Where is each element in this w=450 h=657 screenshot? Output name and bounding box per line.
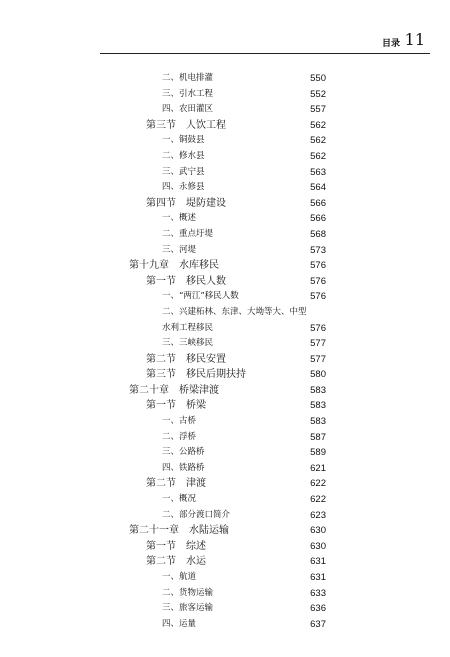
toc-entry xyxy=(0,133,450,149)
toc-entry xyxy=(0,461,450,477)
toc-entry-title: 第二节 移民安置 xyxy=(146,353,226,365)
toc-entry-title: 一、航道 xyxy=(162,572,197,582)
toc-entry-page: 550 xyxy=(310,73,326,84)
header-rule xyxy=(100,53,430,54)
toc-entry xyxy=(0,476,450,492)
toc-entry-page: 568 xyxy=(310,228,326,240)
running-header xyxy=(0,30,450,52)
toc-entry-title: 第一节 综述 xyxy=(146,540,206,552)
toc-entry-page: 583 xyxy=(310,416,326,428)
toc-entry xyxy=(0,305,450,321)
toc-entry-page: 564 xyxy=(310,182,326,194)
toc-entry-title: 二、机电排灌 xyxy=(162,73,214,83)
toc-entry-page: 583 xyxy=(310,384,326,396)
toc-entry-page: 562 xyxy=(310,119,326,131)
toc-entry xyxy=(0,243,450,259)
toc-entry-page: 631 xyxy=(310,572,326,583)
toc-entry xyxy=(0,398,450,414)
header-section-label: 目录 xyxy=(381,39,400,49)
table-of-contents xyxy=(0,71,450,632)
toc-entry-page: 576 xyxy=(310,275,326,287)
toc-entry-title: 三、公路桥 xyxy=(162,447,205,458)
toc-entry-title: 第三节 人饮工程 xyxy=(146,119,226,131)
toc-entry xyxy=(0,352,450,368)
toc-entry-title: 四、运量 xyxy=(162,618,197,629)
toc-entry-title: 四、永修县 xyxy=(162,182,205,193)
toc-entry-title: 二、重点圩堤 xyxy=(162,228,214,239)
toc-entry-title: 第四节 堤防建设 xyxy=(146,197,226,209)
toc-entry-page: 576 xyxy=(310,322,326,334)
toc-entry-page: 630 xyxy=(310,540,326,552)
toc-entry-title: 二、浮桥 xyxy=(162,431,197,442)
toc-entry xyxy=(0,196,450,212)
toc-entry xyxy=(0,289,450,305)
toc-entry xyxy=(0,180,450,196)
toc-entry xyxy=(0,71,450,87)
toc-entry-page: 576 xyxy=(310,291,326,303)
toc-entry xyxy=(0,414,450,430)
toc-entry-title: 一、“两江”移民人数 xyxy=(162,291,239,302)
toc-entry xyxy=(0,430,450,446)
toc-entry xyxy=(0,539,450,555)
toc-entry-title: 一、概况 xyxy=(162,494,197,505)
toc-entry xyxy=(0,445,450,461)
toc-entry-title: 三、旅客运输 xyxy=(162,603,214,614)
toc-entry-title: 四、农田灌区 xyxy=(162,104,214,115)
toc-entry xyxy=(0,336,450,352)
toc-entry-page: 552 xyxy=(310,88,326,100)
toc-entry-title: 第二节 津渡 xyxy=(146,478,206,490)
toc-entry-page: 587 xyxy=(310,431,326,443)
toc-entry-page: 583 xyxy=(310,400,326,412)
toc-entry-title: 二、货物运输 xyxy=(162,587,214,598)
toc-entry xyxy=(0,87,450,103)
toc-entry-page: 573 xyxy=(310,244,326,256)
toc-entry xyxy=(0,617,450,633)
toc-entry-page: 557 xyxy=(310,104,326,116)
toc-entry-page: 566 xyxy=(310,213,326,225)
toc-entry-page: 636 xyxy=(310,603,326,615)
toc-entry-page: 563 xyxy=(310,166,326,178)
toc-entry-page: 623 xyxy=(310,509,326,521)
toc-entry-title: 一、古桥 xyxy=(162,416,197,427)
toc-entry xyxy=(0,227,450,243)
toc-entry-page: 562 xyxy=(310,135,326,147)
toc-entry-title: 一、概述 xyxy=(162,213,197,224)
toc-entry-title: 第一节 桥梁 xyxy=(146,400,206,412)
toc-entry xyxy=(0,586,450,602)
toc-entry-title: 第二十章 桥梁津渡 xyxy=(129,384,219,396)
toc-entry xyxy=(0,383,450,399)
toc-entry xyxy=(0,149,450,165)
toc-entry xyxy=(0,211,450,227)
toc-entry-title: 一、铜鼓县 xyxy=(162,135,205,146)
toc-entry xyxy=(0,508,450,524)
toc-entry xyxy=(0,554,450,570)
toc-entry-title: 第三节 移民后期扶持 xyxy=(146,369,246,381)
toc-entry-title: 三、河堤 xyxy=(162,244,197,255)
header-page-number: 11 xyxy=(404,30,425,49)
toc-entry-title: 第一节 移民人数 xyxy=(146,275,226,287)
toc-entry xyxy=(0,570,450,586)
toc-entry-page: 577 xyxy=(310,353,326,365)
toc-entry-title: 二、部分渡口简介 xyxy=(162,509,231,520)
toc-entry-title: 二、修水县 xyxy=(162,150,205,161)
toc-entry-title: 四、铁路桥 xyxy=(162,462,205,473)
toc-entry-page: 637 xyxy=(310,618,326,630)
toc-entry-title: 第二节 水运 xyxy=(146,556,206,568)
toc-entry xyxy=(0,321,450,337)
toc-entry-page: 622 xyxy=(310,494,326,506)
toc-entry-page: 621 xyxy=(310,462,326,474)
toc-entry-page: 577 xyxy=(310,338,326,350)
toc-entry xyxy=(0,367,450,383)
toc-entry xyxy=(0,523,450,539)
toc-entry-title: 第二十一章 水陆运输 xyxy=(129,525,229,537)
toc-entry-page: 562 xyxy=(310,150,326,162)
toc-entry-page: 631 xyxy=(310,556,326,568)
toc-entry xyxy=(0,492,450,508)
toc-entry xyxy=(0,601,450,617)
toc-entry xyxy=(0,274,450,290)
toc-entry-page: 630 xyxy=(310,525,326,537)
toc-entry xyxy=(0,102,450,118)
toc-entry-page: 566 xyxy=(310,197,326,209)
toc-entry-page: 622 xyxy=(310,478,326,490)
toc-entry-title: 第十九章 水库移民 xyxy=(129,260,219,272)
toc-entry-page: 580 xyxy=(310,369,326,381)
toc-entry-title: 三、三峡移民 xyxy=(162,338,214,349)
toc-entry-title: 三、引水工程 xyxy=(162,88,214,99)
toc-entry-page: 576 xyxy=(310,260,326,272)
toc-entry xyxy=(0,118,450,134)
toc-entry-title: 水利工程移民 xyxy=(162,322,214,333)
toc-entry-title: 二、兴建柘林、东津、大坳等大、中型 xyxy=(162,306,307,317)
toc-entry xyxy=(0,258,450,274)
toc-entry-page: 633 xyxy=(310,587,326,599)
toc-entry-page: 589 xyxy=(310,447,326,459)
toc-entry-title: 三、武宁县 xyxy=(162,166,205,177)
toc-entry xyxy=(0,165,450,181)
